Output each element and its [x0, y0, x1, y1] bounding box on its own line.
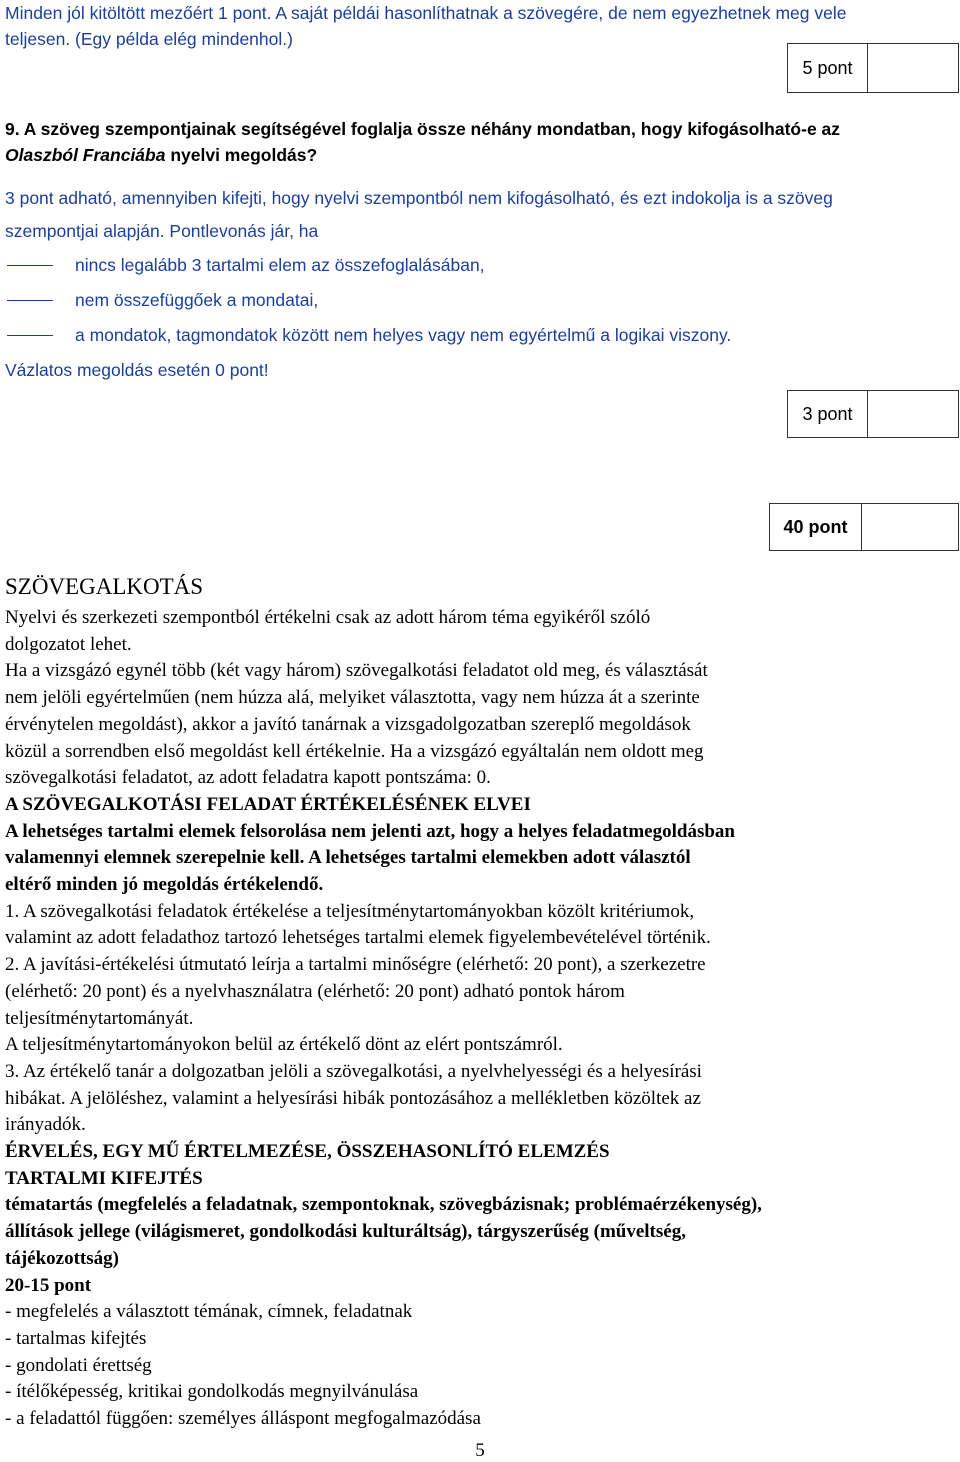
score-box-label: 5 pont — [788, 44, 868, 92]
principles-line: eltérő minden jó megoldás értékelendő. — [5, 874, 324, 896]
list-item: - ítélőképesség, kritikai gondolkodás megnyilvánulása — [5, 1381, 419, 1403]
task-9-title-line-1: 9. A szöveg szempontjainak segítségével foglalja össze néhány mondatban, hogy kifogásolható-e az — [5, 119, 841, 139]
paragraph-line: érvénytelen megoldást), akkor a javító tanárnak a vizsgadolgozatban szereplő megoldások — [5, 713, 691, 735]
list-item: - tartalmas kifejtés — [5, 1327, 147, 1349]
dash-bullet — [7, 335, 53, 336]
list-item: a mondatok, tagmondatok között nem helyes vagy nem egyértelmű a logikai viszony. — [7, 318, 731, 353]
paragraph-line: közül a sorrendben első megoldást kell értékelnie. Ha a vizsgázó egyáltalán nem oldott meg — [5, 740, 704, 762]
score-box-3-pont — [787, 390, 959, 438]
paragraph-line: nem jelöli egyértelműen (nem húzza alá, melyiket választotta, vagy nem húzza át a szerinte — [5, 687, 700, 709]
score-box-5-pont — [787, 43, 959, 93]
point-line: 1. A szövegalkotási feladatok értékelése a teljesítménytartományokban közölt kritériumok, — [5, 900, 695, 922]
list-item: - gondolati érettség — [5, 1354, 152, 1376]
point-line: valamint az adott feladathoz tartozó lehetséges tartalmi elemek figyelembevételével történik. — [5, 927, 711, 949]
intro-line-1: Minden jól kitöltött mezőért 1 pont. A saját példái hasonlíthatnak a szövegére, de nem egyezhetnek meg vele — [5, 3, 847, 23]
score-entry-field[interactable] — [868, 391, 958, 437]
list-item: nem összefüggőek a mondatai, — [7, 283, 731, 318]
principles-line: valamennyi elemnek szerepelnie kell. A lehetséges tartalmi elemekben adott választól — [5, 847, 691, 869]
point-line: (elérhető: 20 pont) és a nyelvhasználatra (elérhető: 20 pont) adható pontok három — [5, 980, 625, 1002]
content-heading: TARTALMI KIFEJTÉS — [5, 1167, 203, 1189]
dash-bullet — [7, 265, 53, 266]
paragraph-line: szövegalkotási feladatot, az adott feladatra kapott pontszáma: 0. — [5, 767, 491, 789]
genre-heading: ÉRVELÉS, EGY MŰ ÉRTELMEZÉSE, ÖSSZEHASONLÍTÓ ELEMZÉS — [5, 1141, 610, 1163]
score-box-40-pont — [769, 503, 959, 551]
score-entry-field[interactable] — [868, 44, 958, 92]
dash-bullet — [7, 300, 53, 301]
criteria-line: állítások jellege (világismeret, gondolkodási kulturáltság), tárgyszerűség (műveltség, — [5, 1221, 686, 1243]
deduction-list — [7, 248, 731, 353]
principles-line: A lehetséges tartalmi elemek felsorolása nem jelenti azt, hogy a helyes feladatmegoldásban — [5, 820, 735, 842]
score-box-label: 3 pont — [788, 391, 868, 437]
task-9-instructions — [5, 182, 833, 248]
paragraph-line: Nyelvi és szerkezeti szempontból értékelni csak az adott három téma egyikéről szóló — [5, 607, 651, 628]
list-item: - megfelelés a választott témának, címnek, feladatnak — [5, 1301, 413, 1323]
task-9-title-rest: nyelvi megoldás? — [165, 145, 318, 165]
task-9-title-italic: Olaszból Franciába — [5, 145, 166, 165]
list-item: - a feladattól függően: személyes álláspont megfogalmazódása — [5, 1408, 481, 1430]
section-body — [5, 605, 762, 1433]
point-line: A teljesítménytartományokon belül az értékelő dönt az elért pontszámról. — [5, 1034, 563, 1056]
paragraph-line: Ha a vizsgázó egynél több (két vagy három) szövegalkotási feladatot old meg, és választását — [5, 660, 708, 682]
score-box-label: 40 pont — [770, 504, 862, 550]
instr-line-1: 3 pont adható, amennyiben kifejti, hogy nyelvi szempontból nem kifogásolható, és ezt indokolja is a szöveg — [5, 188, 833, 208]
point-line: hibákat. A jelöléshez, valamint a helyesírási hibák pontozásához a mellékletben közöltek az — [5, 1087, 701, 1109]
range-label: 20-15 pont — [5, 1274, 92, 1296]
point-line: 2. A javítási-értékelési útmutató leírja a tartalmi minőségre (elérhető: 20 pont), a szerkezetre — [5, 954, 706, 976]
sketch-note: Vázlatos megoldás esetén 0 pont! — [5, 360, 269, 380]
point-line: irányadók. — [5, 1114, 86, 1136]
intro-text — [5, 0, 847, 52]
point-line: 3. Az értékelő tanár a dolgozatban jelöli a szövegalkotási, a nyelvhelyességi és a helyesírási — [5, 1060, 702, 1082]
paragraph-line: dolgozatot lehet. — [5, 633, 132, 655]
instr-line-2: szempontjai alapján. Pontlevonás jár, ha — [5, 221, 319, 241]
score-entry-field[interactable] — [862, 504, 958, 550]
section-heading: SZÖVEGALKOTÁS — [5, 574, 204, 599]
principles-heading: A SZÖVEGALKOTÁSI FELADAT ÉRTÉKELÉSÉNEK ELVEI — [5, 793, 531, 815]
criteria-line: tématartás (megfelelés a feladatnak, szempontoknak, szövegbázisnak; problémaérzékenység), — [5, 1194, 762, 1216]
page-number: 5 — [475, 1440, 485, 1461]
criteria-line: tájékozottság) — [5, 1247, 119, 1269]
list-item: nincs legalább 3 tartalmi elem az összefoglalásában, — [7, 248, 731, 283]
point-line: teljesítménytartományát. — [5, 1007, 194, 1029]
intro-line-2: teljesen. (Egy példa elég mindenhol.) — [5, 29, 293, 49]
task-9-title — [5, 116, 840, 168]
